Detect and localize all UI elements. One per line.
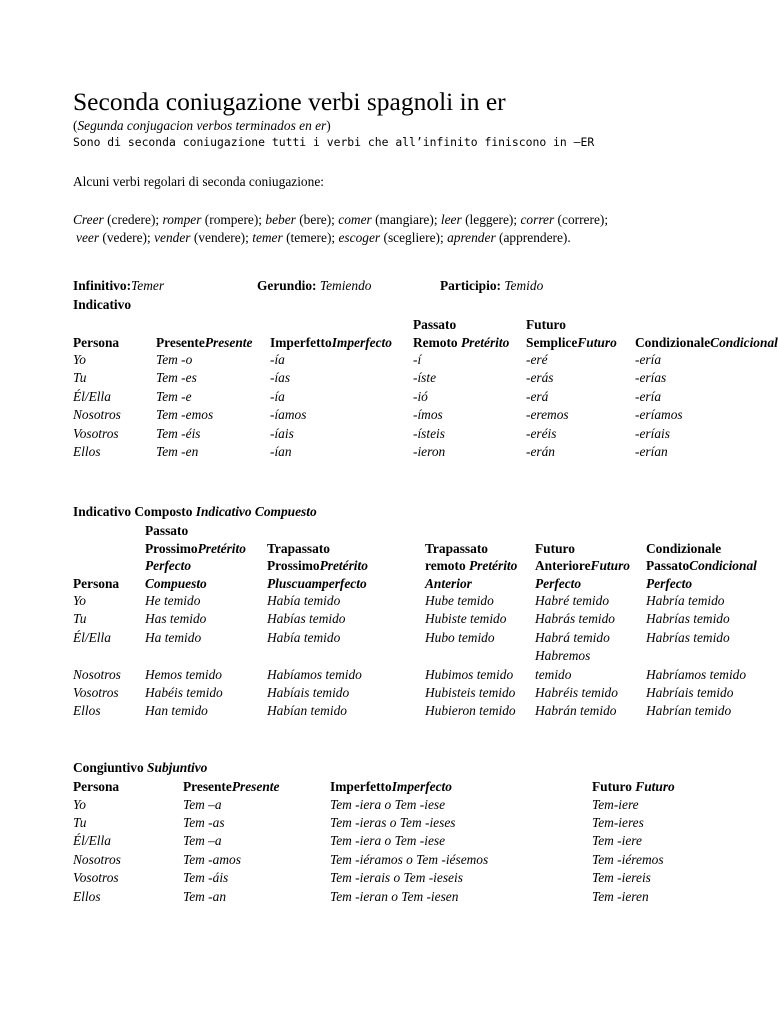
fa-cell-line-2: temido	[535, 666, 572, 682]
pp-cell: Hemos temido	[145, 666, 222, 682]
composto-table	[73, 522, 768, 721]
tp-cell: Había temido	[267, 629, 341, 645]
condizionale-cell: -eríamos	[635, 407, 683, 423]
persona-cell: Vosotros	[73, 870, 119, 886]
tp-cell: Habían temido	[267, 703, 347, 719]
col-condizionale-it: Condizionale	[635, 334, 711, 350]
col-cp-it-2: Passato	[646, 558, 690, 573]
col-pp-it-2: Prossimo	[145, 540, 198, 556]
persona-cell: Yo	[73, 352, 86, 367]
col-condizionale	[635, 316, 778, 351]
presente-cell: Tem -en	[156, 444, 199, 460]
col-imperfetto	[270, 316, 413, 351]
col-condizionale-es: Condicional	[710, 334, 778, 350]
table-row	[73, 702, 768, 720]
fa-cell: Habréis temido	[535, 685, 618, 701]
congiuntivo-heading-es: Subjuntivo	[147, 760, 208, 775]
table-row	[73, 684, 768, 702]
condizionale-cell: -erías	[635, 370, 667, 386]
table-row	[73, 388, 768, 406]
table-row	[73, 888, 693, 906]
persona-cell: Ellos	[73, 703, 101, 719]
persona-cell: Yo	[73, 796, 86, 812]
imperfetto-cell: Tem -iera o Tem -iese	[330, 796, 446, 812]
tr-cell: Hubiste temido	[425, 611, 507, 627]
verb-it: (credere);	[103, 212, 163, 227]
table-header-row	[73, 778, 693, 796]
col-passato-it-1: Passato	[413, 317, 457, 332]
futuro-cell: -eréis	[526, 425, 557, 441]
cp-cell: Habrías temido	[646, 629, 730, 645]
futuro-cell: Tem-iere	[592, 796, 639, 812]
table-row	[73, 351, 768, 369]
col-tr-es-1: Pretérito	[469, 558, 518, 573]
persona-cell: Vosotros	[73, 685, 119, 701]
table-header-row	[73, 522, 768, 592]
verb-es: leer	[440, 212, 462, 227]
fa-cell: Habrán temido	[535, 703, 617, 719]
col-pp-es-1: Pretérito	[197, 540, 246, 556]
futuro-cell: Tem-ieres	[592, 814, 644, 830]
futuro-cell: -erás	[526, 370, 554, 386]
verb-it: (rompere);	[201, 212, 266, 227]
passato-cell: -íste	[413, 370, 437, 386]
fa-cell: Habrá temido	[535, 629, 610, 645]
verb-it: (leggere);	[461, 212, 521, 227]
indicativo-heading: Indicativo	[73, 297, 132, 312]
col-pp-es-2: Perfecto	[145, 558, 192, 573]
col-imperfetto-it: Imperfetto	[330, 779, 392, 794]
tp-cell: Habíamos temido	[267, 666, 362, 682]
tp-cell: Había temido	[267, 593, 341, 608]
col-persona: Persona	[73, 334, 120, 350]
table-row	[73, 425, 768, 443]
presente-cell: Tem -amos	[183, 851, 241, 867]
persona-cell: Nosotros	[73, 407, 121, 423]
col-imperfetto-es: Imperfecto	[331, 334, 392, 350]
pp-cell: Han temido	[145, 703, 208, 719]
infinitivo	[73, 278, 164, 293]
participio	[440, 278, 543, 293]
presente-cell: Tem -e	[156, 388, 192, 404]
futuro-cell: -eremos	[526, 407, 569, 423]
imperfetto-cell: -íamos	[270, 407, 307, 423]
congiuntivo-heading-it: Congiuntivo	[73, 760, 148, 775]
presente-cell: Tem -an	[183, 888, 227, 904]
persona-cell: Él/Ella	[73, 388, 111, 404]
verb-es: correr	[520, 212, 555, 227]
table-row	[73, 369, 768, 387]
tp-cell: Habías temido	[267, 611, 346, 627]
col-tr-es-2: Anterior	[425, 575, 472, 591]
subtitle-spanish: Segunda conjugacion verbos terminados en er	[77, 118, 327, 133]
presente-cell: Tem -éis	[156, 425, 201, 441]
col-pp-it-1: Passato	[145, 523, 189, 538]
col-tr-it-1: Trapassato	[425, 540, 488, 556]
gerundio-value: Temiendo	[319, 278, 372, 293]
col-tr-it-2: remoto	[425, 558, 469, 573]
table-header-row	[73, 316, 768, 351]
col-cp-es-2: Perfecto	[646, 575, 693, 591]
verb-es: escoger	[338, 230, 381, 245]
col-condizionale-passato	[646, 522, 768, 592]
col-futuro	[592, 778, 693, 796]
persona-cell: Él/Ella	[73, 629, 111, 645]
col-presente	[156, 316, 270, 351]
col-tp-es-2: Pluscuamperfecto	[267, 575, 367, 591]
col-trapassato-remoto	[425, 522, 535, 592]
gerundio-label: Gerundio:	[257, 278, 320, 293]
condizionale-cell: -eríais	[635, 425, 670, 441]
persona-cell: Ellos	[73, 444, 101, 460]
futuro-cell: Tem -iéremos	[592, 851, 664, 867]
futuro-cell: -erán	[526, 444, 556, 460]
imperfetto-cell: -ía	[270, 388, 285, 404]
col-fa-es-1: Futuro	[590, 558, 630, 573]
col-tp-it-2: Prossimo	[267, 558, 320, 573]
table-row	[73, 629, 768, 647]
imperfetto-cell: -ías	[270, 370, 291, 386]
verb-it: (scegliere);	[380, 230, 448, 245]
col-passato-remoto	[413, 316, 526, 351]
col-persona: Persona	[73, 575, 120, 591]
persona-cell: Nosotros	[73, 851, 121, 867]
table-row	[73, 443, 768, 461]
tr-cell: Hube temido	[425, 593, 494, 608]
table-row	[73, 592, 768, 610]
congiuntivo-table	[73, 778, 693, 906]
passato-cell: -ió	[413, 388, 428, 404]
col-presente-it: Presente	[183, 779, 232, 794]
col-passato-prossimo	[145, 522, 267, 592]
verb-it: (vendere);	[190, 230, 253, 245]
col-presente-es: Presente	[231, 779, 280, 794]
infinitivo-label: Infinitivo:	[73, 278, 132, 293]
col-futuro-it-2: Semplice	[526, 334, 578, 350]
verbs-line-2	[76, 228, 571, 247]
table-row	[73, 796, 693, 814]
table-row	[73, 869, 693, 887]
condizionale-cell: -ería	[635, 388, 662, 404]
indicativo-table	[73, 316, 778, 461]
cp-cell: Habrían temido	[646, 703, 732, 719]
persona-cell: Tu	[73, 370, 87, 386]
imperfetto-cell: Tem -iéramos o Tem -iésemos	[330, 851, 489, 867]
col-tp-es-1: Pretérito	[319, 558, 368, 573]
col-fa-es-2: Perfecto	[535, 575, 582, 591]
verb-it: (correre);	[554, 212, 609, 227]
verb-it: (apprendere).	[495, 230, 571, 245]
imperfetto-cell: Tem -ieras o Tem -ieses	[330, 814, 456, 830]
col-presente-it: Presente	[156, 334, 205, 350]
persona-cell: Ellos	[73, 888, 101, 904]
passato-cell: -ísteis	[413, 425, 445, 441]
condizionale-cell: -erían	[635, 444, 668, 460]
intro-line: Sono di seconda coniugazione tutti i verbi che all’infinito finiscono in –ER	[73, 135, 595, 149]
table-row	[73, 832, 693, 850]
verb-es: romper	[162, 212, 202, 227]
col-futuro-anteriore	[535, 522, 646, 592]
composto-heading-it: Indicativo Composto	[73, 504, 196, 519]
verb-it: (bere);	[295, 212, 339, 227]
cp-cell: Habría temido	[646, 593, 725, 608]
col-imperfetto-es: Imperfecto	[391, 779, 452, 794]
verb-es: comer	[338, 212, 372, 227]
presente-cell: Tem –a	[183, 833, 222, 849]
condizionale-cell: -ería	[635, 352, 662, 367]
table-row	[73, 647, 768, 684]
col-presente	[183, 778, 330, 796]
presente-cell: Tem –a	[183, 796, 222, 812]
subtitle	[73, 118, 331, 133]
futuro-cell: Tem -iereis	[592, 870, 651, 886]
col-cp-es-1: Condicional	[689, 558, 757, 573]
verb-es: temer	[252, 230, 283, 245]
presente-cell: Tem -áis	[183, 870, 229, 886]
col-futuro-es: Futuro	[635, 779, 675, 794]
pp-cell: Has temido	[145, 611, 207, 627]
composto-heading	[73, 504, 317, 519]
table-row	[73, 814, 693, 832]
col-fa-it-2: Anteriore	[535, 558, 591, 573]
passato-cell: -í	[413, 352, 422, 367]
fa-cell: Habrás temido	[535, 611, 615, 627]
cp-cell: Habríais temido	[646, 685, 734, 701]
imperfetto-cell: Tem -ierais o Tem -ieseis	[330, 870, 463, 886]
col-tp-it-1: Trapassato	[267, 540, 330, 556]
table-row	[73, 851, 693, 869]
composto-heading-es: Indicativo Compuesto	[195, 504, 317, 519]
persona-cell: Tu	[73, 611, 87, 627]
col-passato-es: Pretérito	[460, 334, 510, 350]
cp-cell: Habrías temido	[646, 611, 730, 627]
infinitivo-value: Temer	[131, 278, 165, 293]
fa-cell	[535, 647, 646, 684]
col-persona: Persona	[73, 779, 120, 794]
tp-cell: Habíais temido	[267, 685, 350, 701]
verb-es: Creer	[73, 212, 104, 227]
passato-cell: -ieron	[413, 444, 446, 460]
table-row	[73, 406, 768, 424]
verb-es: veer	[76, 230, 100, 245]
participio-value: Temido	[504, 278, 544, 293]
col-trapassato-prossimo	[267, 522, 425, 592]
col-passato-it-2: Remoto	[413, 334, 461, 350]
col-imperfetto-it: Imperfetto	[270, 334, 332, 350]
col-pp-es-3: Compuesto	[145, 575, 207, 591]
cp-cell: Habríamos temido	[646, 666, 747, 682]
col-futuro-it-1: Futuro	[526, 317, 566, 332]
col-futuro-it: Futuro	[592, 779, 636, 794]
fa-cell-line-1: Habremos	[535, 648, 591, 664]
subtitle-close: )	[326, 118, 331, 133]
futuro-cell: -erá	[526, 388, 549, 404]
tr-cell: Hubimos temido	[425, 666, 514, 682]
col-futuro-semplice	[526, 316, 635, 351]
col-imperfetto	[330, 778, 592, 796]
tr-cell: Hubieron temido	[425, 703, 516, 719]
persona-cell: Yo	[73, 593, 86, 608]
imperfetto-cell: -íais	[270, 425, 294, 441]
verb-es: vender	[154, 230, 191, 245]
futuro-cell: Tem -iere	[592, 833, 642, 849]
imperfetto-cell: Tem -iera o Tem -iese	[330, 833, 446, 849]
presente-cell: Tem -as	[183, 814, 225, 830]
col-presente-es: Presente	[204, 334, 253, 350]
participio-label: Participio:	[440, 278, 505, 293]
futuro-cell: -eré	[526, 352, 548, 367]
verb-es: beber	[265, 212, 296, 227]
imperfetto-cell: -ían	[270, 444, 292, 460]
tr-cell: Hubisteis temido	[425, 685, 516, 701]
verb-it: (temere);	[282, 230, 339, 245]
passato-cell: -ímos	[413, 407, 443, 423]
pp-cell: He temido	[145, 593, 201, 608]
presente-cell: Tem -es	[156, 370, 197, 386]
persona-cell: Tu	[73, 814, 87, 830]
regular-verbs-heading: Alcuni verbi regolari di seconda coniugazione:	[73, 174, 324, 189]
tr-cell: Hubo temido	[425, 629, 495, 645]
pp-cell: Habéis temido	[145, 685, 223, 701]
persona-cell: Él/Ella	[73, 833, 111, 849]
verb-it: (vedere);	[99, 230, 155, 245]
gerundio	[257, 278, 371, 293]
table-row	[73, 610, 768, 628]
presente-cell: Tem -o	[156, 352, 193, 367]
verb-it: (mangiare);	[371, 212, 441, 227]
fa-cell: Habré temido	[535, 593, 610, 608]
subtitle-open: (	[73, 118, 78, 133]
futuro-cell: Tem -ieren	[592, 888, 649, 904]
persona-cell: Nosotros	[73, 666, 121, 682]
congiuntivo-heading	[73, 760, 207, 775]
pp-cell: Ha temido	[145, 629, 202, 645]
verbs-line-1	[73, 210, 608, 229]
imperfetto-cell: Tem -ieran o Tem -iesen	[330, 888, 459, 904]
verb-es: aprender	[447, 230, 496, 245]
imperfetto-cell: -ía	[270, 352, 285, 367]
col-futuro-es: Futuro	[577, 334, 617, 350]
col-cp-it-1: Condizionale	[646, 540, 722, 556]
persona-cell: Vosotros	[73, 425, 119, 441]
col-fa-it-1: Futuro	[535, 540, 575, 556]
page-title: Seconda coniugazione verbi spagnoli in er	[73, 87, 506, 116]
presente-cell: Tem -emos	[156, 407, 214, 423]
